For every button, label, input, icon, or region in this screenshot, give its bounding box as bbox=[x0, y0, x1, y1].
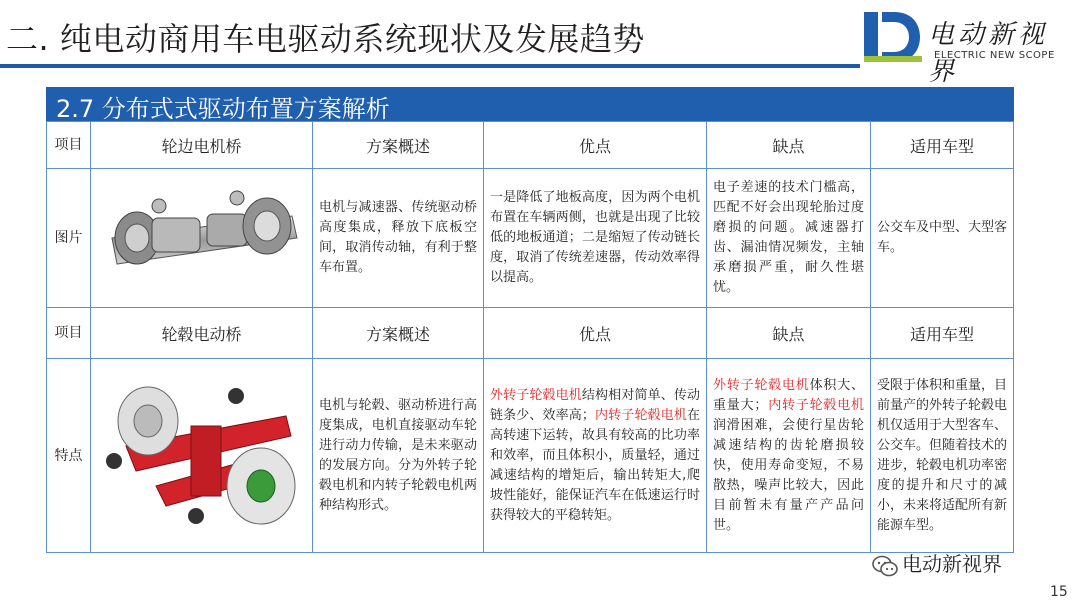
logo-chinese-text: 电动新视界 bbox=[928, 20, 1049, 87]
cell-scheme-name: 轮毂电动桥 bbox=[91, 308, 313, 359]
pros-text-part: 在高转速下运转，故具有较高的比功率和效率，而且体积小，质量轻，通过减速结构的增矩后，输出转矩大,爬坡性能好，能保证汽车在低速运行时获得较大的平稳转矩。 bbox=[490, 407, 700, 523]
wechat-account-name: 电动新视界 bbox=[902, 552, 1002, 576]
comparison-table bbox=[46, 121, 1014, 553]
cell-models-text: 公交车及中型、大型客车。 bbox=[871, 169, 1014, 308]
cell-item-label: 项目 bbox=[47, 122, 91, 169]
page-number: 15 bbox=[1050, 584, 1068, 600]
logo-english-text: ELECTRIC NEW SCOPE bbox=[934, 50, 1055, 61]
title-underline bbox=[0, 64, 860, 68]
inner-rotor-highlight: 内转子轮毂电机 bbox=[594, 407, 687, 423]
cell-axle-image bbox=[91, 169, 313, 308]
table-row-header-2 bbox=[47, 308, 1014, 359]
cell-item-label: 项目 bbox=[47, 308, 91, 359]
cell-cons-text bbox=[707, 359, 871, 553]
cell-pros-header: 优点 bbox=[484, 308, 707, 359]
cell-overview-text: 电机与减速器、传统驱动桥高度集成，释放下底板空间，取消传动轴，有利于整车布置。 bbox=[313, 169, 484, 308]
wechat-icon bbox=[872, 555, 898, 577]
cell-overview-header: 方案概述 bbox=[313, 122, 484, 169]
cell-row-label: 图片 bbox=[47, 169, 91, 308]
brand-logo bbox=[864, 6, 1074, 87]
logo-d-icon bbox=[864, 8, 922, 66]
wechat-watermark bbox=[872, 548, 1002, 577]
outer-rotor-highlight: 外转子轮毂电机 bbox=[713, 377, 810, 393]
cell-cons-header: 缺点 bbox=[707, 308, 871, 359]
cell-pros-text: 一是降低了地板高度，因为两个电机布置在车辆两侧，也就是出现了比较低的地板通道；二是缩短了传动链长度，取消了传统差速器，传动效率得以提高。 bbox=[484, 169, 707, 308]
table-row-header-1 bbox=[47, 122, 1014, 169]
cell-scheme-name: 轮边电机桥 bbox=[91, 122, 313, 169]
cons-text-part: 润滑困难，会使行星齿轮减速结构的齿轮磨损较快，使用寿命变短，不易散热，噪声比较大，因此目前暂未有量产产品问世。 bbox=[713, 417, 864, 533]
cell-models-header: 适用车型 bbox=[871, 308, 1014, 359]
cell-row-label: 特点 bbox=[47, 359, 91, 553]
cell-cons-header: 缺点 bbox=[707, 122, 871, 169]
cell-models-text: 受限于体积和重量，目前量产的外转子轮毂电机仅适用于大型客车、公交车。但随着技术的进步，轮毂电机功率密度的提升和尺寸的减小，未来将适配所有新能源车型。 bbox=[871, 359, 1014, 553]
outer-rotor-highlight: 外转子轮毂电机 bbox=[490, 387, 582, 403]
section-title: 2.7 分布式式驱动布置方案解析 bbox=[56, 95, 390, 123]
in-wheel-hub-motor-axle-image bbox=[96, 366, 308, 541]
table-row-content-1 bbox=[47, 169, 1014, 308]
cell-cons-text: 电子差速的技术门槛高，匹配不好会出现轮胎过度磨损的问题。减速器打齿、漏油情况频发，主轴承磨损严重，耐久性堪忧。 bbox=[707, 169, 871, 308]
inner-rotor-highlight: 内转子轮毂电机 bbox=[767, 397, 864, 413]
section-header-bar bbox=[46, 87, 1014, 121]
cell-overview-text: 电机与轮毂、驱动桥进行高度集成，电机直接驱动车轮进行动力传输，是未来驱动的发展方向。分为外转子轮毂电机和内转子轮毂电机两种结构形式。 bbox=[313, 359, 484, 553]
table-row-content-2 bbox=[47, 359, 1014, 553]
cell-pros-text bbox=[484, 359, 707, 553]
cell-models-header: 适用车型 bbox=[871, 122, 1014, 169]
cell-pros-header: 优点 bbox=[484, 122, 707, 169]
wheel-side-motor-axle-image bbox=[97, 176, 307, 296]
cell-hub-image bbox=[91, 359, 313, 553]
cons-text-part: 体积大、重量大； bbox=[713, 377, 864, 413]
page-title: 二. 纯电动商用车电驱动系统现状及发展趋势 bbox=[6, 20, 645, 58]
pros-text-part: 结构相对简单、传动链条少、效率高； bbox=[490, 387, 700, 423]
cell-overview-header: 方案概述 bbox=[313, 308, 484, 359]
